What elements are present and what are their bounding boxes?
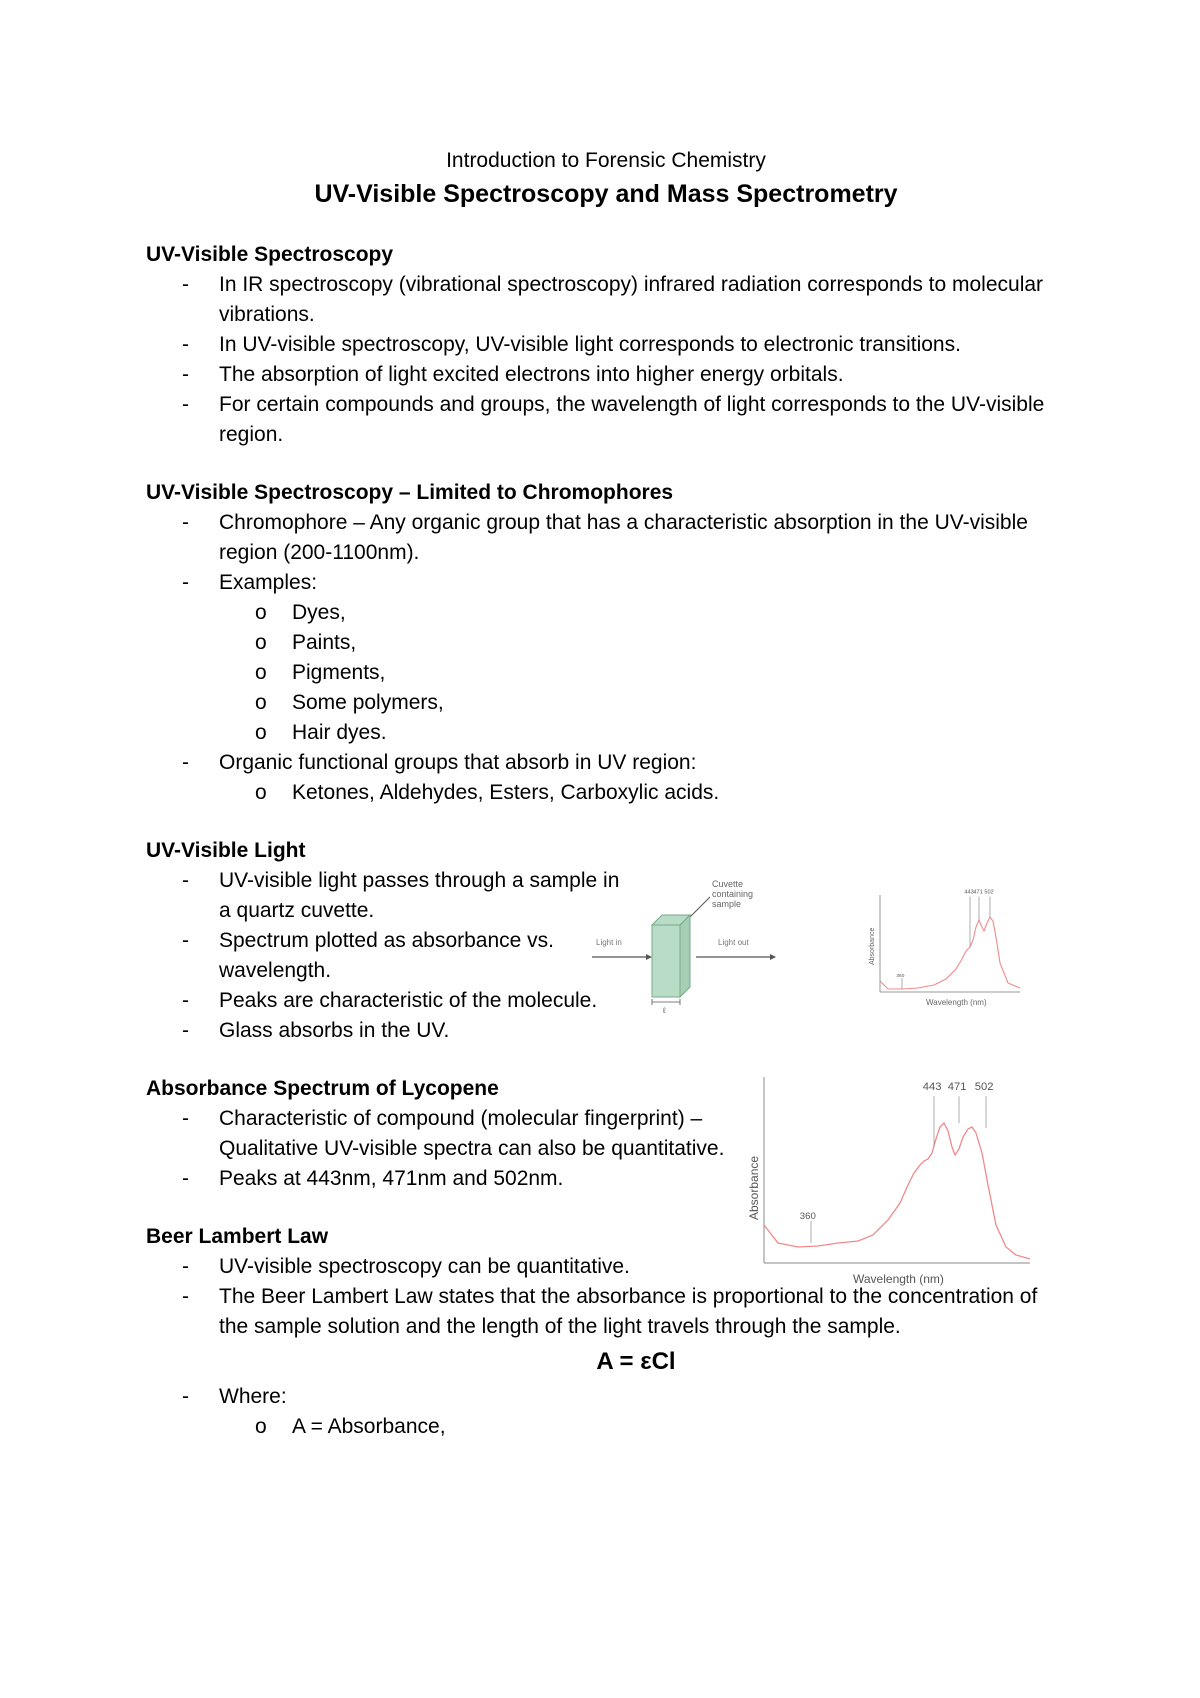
peak-label: 502: [984, 889, 994, 896]
section-heading-beer-lambert: Beer Lambert Law: [146, 1225, 329, 1248]
small-peak-labels: [896, 889, 993, 989]
light-in-label: Light in: [596, 938, 622, 947]
light-out-label: Light out: [718, 938, 749, 947]
list-item-label: Examples:: [219, 571, 318, 594]
path-length-label: ℓ: [663, 1006, 666, 1015]
list-item: [146, 748, 1066, 808]
cuvette-label-line3: sample: [712, 899, 742, 909]
small-spectrum-chart: [862, 885, 1032, 1010]
sublist-item: o Ketones, Aldehydes, Esters, Carboxylic acids.: [219, 778, 1066, 808]
lycopene-peak-labels: [800, 1081, 994, 1243]
list-item: - The absorption of light excited electrons into higher energy orbitals.: [146, 360, 1066, 390]
sublist-item: o Pigments,: [219, 658, 1066, 688]
peak-label: 471: [947, 1080, 967, 1093]
lycopene-spectrum-line: [764, 1123, 1030, 1259]
list-item: - In IR spectroscopy (vibrational spectroscopy) infrared radiation corresponds to molecular vibrations.: [146, 270, 1066, 330]
cuvette-label-line2: containing: [712, 889, 754, 899]
minor-peak-label: 360: [799, 1211, 816, 1222]
cuvette-side: [680, 915, 690, 997]
list-item: - Glass absorbs in the UV.: [146, 1016, 626, 1046]
section-list-uv-light: [146, 866, 626, 1046]
section-heading-uv-vis: UV-Visible Spectroscopy: [146, 243, 394, 266]
list-item-label: Where:: [219, 1385, 287, 1408]
section-heading-lycopene: Absorbance Spectrum of Lycopene: [146, 1077, 499, 1100]
peak-label: 502: [974, 1080, 994, 1093]
list-item: - Characteristic of compound (molecular fingerprint) – Qualitative UV-visible spectra can also be quantitative.: [146, 1104, 726, 1164]
list-item: - The Beer Lambert Law states that the absorbance is proportional to the concentration of the sample solution and the length of the light travels through the sample.: [146, 1282, 1066, 1342]
page-title: UV-Visible Spectroscopy and Mass Spectrometry: [314, 180, 898, 208]
beer-lambert-formula: A = εCl: [596, 1348, 676, 1375]
list-item: - UV-visible light passes through a sample in a quartz cuvette.: [146, 866, 626, 926]
course-title: Introduction to Forensic Chemistry: [446, 149, 766, 172]
list-item: - Spectrum plotted as absorbance vs. wavelength.: [146, 926, 626, 986]
small-ylabel: Absorbance: [869, 927, 876, 965]
list-item: [146, 1382, 1066, 1442]
list-item: - For certain compounds and groups, the wavelength of light corresponds to the UV-visible region.: [146, 390, 1066, 450]
lycopene-xlabel: Wavelength (nm): [853, 1272, 944, 1286]
cuvette-front: [652, 925, 680, 997]
list-item: - Peaks are characteristic of the molecule.: [146, 986, 626, 1016]
sublist-item: o Dyes,: [219, 598, 1066, 628]
examples-sublist: [219, 598, 1066, 748]
section-list-chromophores: [146, 508, 1066, 808]
section-list-uv-vis: [146, 270, 1066, 450]
cuvette-diagram: [590, 875, 790, 1015]
section-heading-uv-light: UV-Visible Light: [146, 839, 306, 862]
list-item: [146, 568, 1066, 748]
section-list-where: [146, 1382, 1066, 1442]
peak-label: 443: [964, 889, 974, 896]
lycopene-ylabel: Absorbance: [747, 1155, 761, 1220]
sublist-item: o A = Absorbance,: [219, 1412, 1066, 1442]
where-sublist: [219, 1412, 1066, 1442]
list-item: - UV-visible spectroscopy can be quantitative.: [146, 1252, 1066, 1282]
sublist-item: o Hair dyes.: [219, 718, 1066, 748]
list-item: - In UV-visible spectroscopy, UV-visible light corresponds to electronic transitions.: [146, 330, 1066, 360]
minor-peak-label: 360: [896, 974, 905, 979]
lycopene-spectrum-chart: [748, 1075, 1038, 1295]
sublist-item: o Some polymers,: [219, 688, 1066, 718]
light-out-arrowhead: [770, 954, 776, 960]
section-heading-chromophores: UV-Visible Spectroscopy – Limited to Chromophores: [146, 481, 674, 504]
section-list-lycopene: [146, 1104, 726, 1194]
light-in-arrowhead: [646, 954, 652, 960]
peak-label: 443: [922, 1080, 942, 1093]
small-xlabel: Wavelength (nm): [926, 998, 987, 1007]
cuvette-label: Cuvette: [712, 879, 744, 889]
groups-sublist: [219, 778, 1066, 808]
sublist-item: o Paints,: [219, 628, 1066, 658]
list-item: - Chromophore – Any organic group that has a characteristic absorption in the UV-visible region (200-1100nm).: [146, 508, 1066, 568]
list-item-label: Organic functional groups that absorb in UV region:: [219, 751, 697, 774]
list-item: - Peaks at 443nm, 471nm and 502nm.: [146, 1164, 726, 1194]
peak-label: 471: [973, 889, 983, 896]
